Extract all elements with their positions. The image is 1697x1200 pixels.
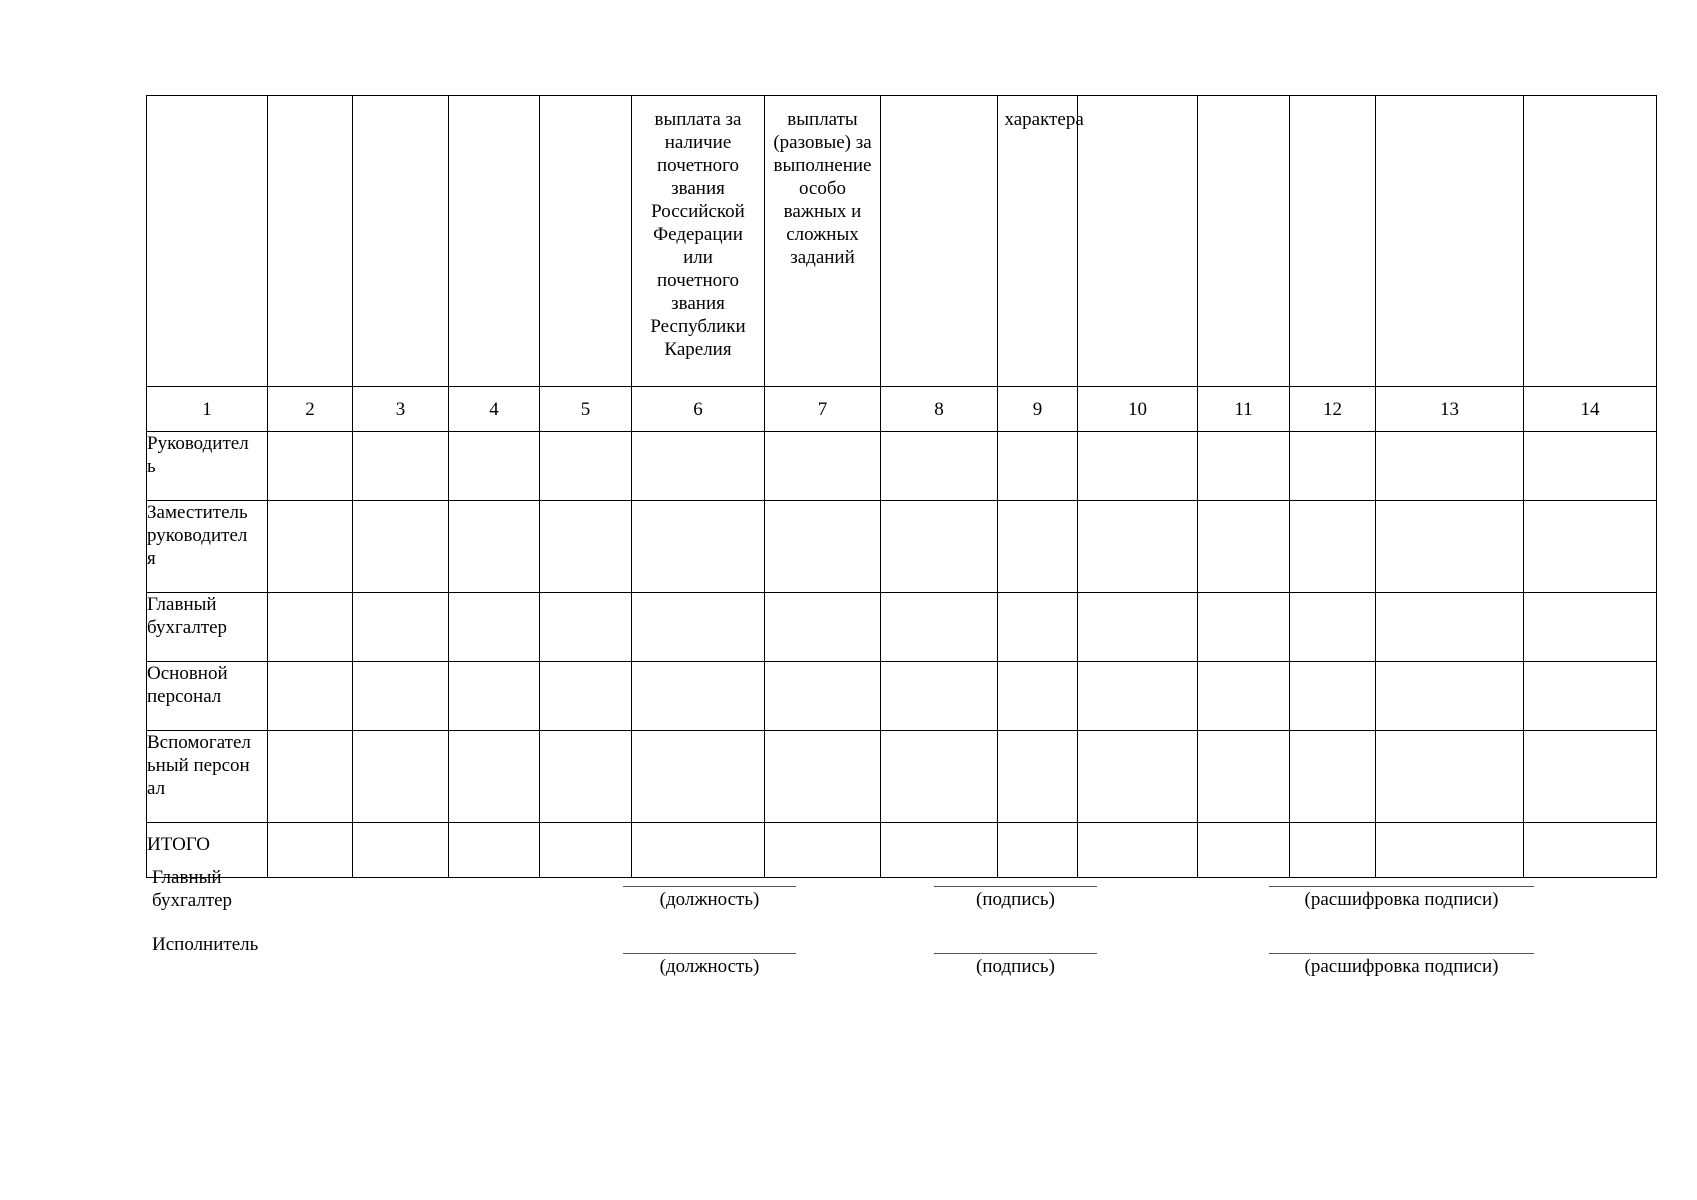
signature-label: Исполнитель (152, 934, 259, 955)
header-character: характера (1004, 109, 1084, 130)
table-cell (353, 432, 449, 501)
table-cell (998, 432, 1078, 501)
table-cell (765, 501, 881, 593)
table-cell (268, 662, 353, 731)
row-label-text: Основной персонал (147, 663, 228, 707)
header-special-tasks-payment: выплаты (разовые) за выполнение особо важных и сложных заданий (773, 109, 872, 268)
table-cell (1524, 823, 1657, 878)
header-cell-13 (1376, 96, 1524, 387)
position-line (623, 953, 796, 954)
column-number-row (147, 387, 1657, 432)
table-cell (449, 593, 540, 662)
table-cell (449, 731, 540, 823)
header-cell-12 (1290, 96, 1376, 387)
transcript-line (1269, 953, 1534, 954)
table-cell (1198, 501, 1290, 593)
table-cell (1376, 731, 1524, 823)
table-row-chief-accountant (147, 593, 1657, 662)
table-cell (1078, 593, 1198, 662)
header-cell-8 (881, 96, 998, 387)
table-row-total (147, 823, 1657, 878)
column-number: 13 (1376, 387, 1524, 432)
table-cell (449, 501, 540, 593)
table-cell (765, 593, 881, 662)
column-number: 2 (268, 387, 353, 432)
column-number: 9 (998, 387, 1078, 432)
row-label-text: ИТОГО (147, 834, 211, 855)
row-label-auxiliary-staff (147, 731, 268, 823)
table-cell (1376, 662, 1524, 731)
table-cell (353, 823, 449, 878)
column-number: 1 (147, 387, 268, 432)
table-cell (1524, 501, 1657, 593)
table-cell (1524, 662, 1657, 731)
table-cell (1524, 432, 1657, 501)
table-cell (1376, 823, 1524, 878)
row-label-text: Главный бухгалтер (147, 594, 228, 638)
transcript-line (1269, 886, 1534, 887)
column-number: 7 (765, 387, 881, 432)
table-cell (540, 501, 632, 593)
table-cell (998, 662, 1078, 731)
position-caption: (должность) (659, 956, 760, 977)
table-cell (1376, 593, 1524, 662)
table-cell (1376, 501, 1524, 593)
table-cell (998, 593, 1078, 662)
table-cell (1290, 731, 1376, 823)
column-number: 10 (1078, 387, 1198, 432)
column-number: 12 (1290, 387, 1376, 432)
position-caption: (должность) (659, 889, 760, 910)
table-row-main-staff (147, 662, 1657, 731)
position-line (623, 886, 796, 887)
table-cell (1078, 501, 1198, 593)
row-label-head (147, 432, 268, 501)
header-row (147, 96, 1657, 387)
header-cell-14 (1524, 96, 1657, 387)
table-cell (353, 731, 449, 823)
table-cell (268, 593, 353, 662)
column-number: 3 (353, 387, 449, 432)
row-label-deputy (147, 501, 268, 593)
table-cell (268, 501, 353, 593)
signature-caption: (подпись) (976, 889, 1055, 910)
column-number: 4 (449, 387, 540, 432)
row-label-text: Руководитель (147, 433, 249, 477)
table-cell (268, 731, 353, 823)
row-label-text: Заместитель руководителя (147, 502, 248, 569)
table-cell (1290, 662, 1376, 731)
table-cell (1198, 731, 1290, 823)
column-number: 11 (1198, 387, 1290, 432)
table-cell (1198, 593, 1290, 662)
header-cell-5 (540, 96, 632, 387)
table-cell (881, 731, 998, 823)
signature-line (934, 953, 1097, 954)
table-cell (1078, 823, 1198, 878)
table-cell (353, 501, 449, 593)
column-number: 5 (540, 387, 632, 432)
header-cell-1 (147, 96, 268, 387)
table-cell (765, 662, 881, 731)
header-cell-7 (765, 96, 881, 387)
table-cell (765, 432, 881, 501)
table-cell (268, 823, 353, 878)
table-cell (540, 593, 632, 662)
table-cell (1078, 662, 1198, 731)
transcript-caption: (расшифровка подписи) (1304, 889, 1499, 910)
table-cell (540, 823, 632, 878)
payments-table (146, 95, 1657, 878)
table-row-deputy (147, 501, 1657, 593)
table-cell (449, 432, 540, 501)
header-honorary-title-payment: выплата за наличие почетного звания Российской Федерации или почетного звания Республики Карелия (650, 109, 746, 360)
table-cell (998, 501, 1078, 593)
table-cell (881, 823, 998, 878)
table-cell (881, 593, 998, 662)
row-label-chief-accountant (147, 593, 268, 662)
table-cell (449, 662, 540, 731)
table-cell (1078, 731, 1198, 823)
table-cell (632, 501, 765, 593)
header-cell-9 (998, 96, 1084, 387)
table-cell (1290, 501, 1376, 593)
table-cell (1376, 432, 1524, 501)
table-cell (881, 432, 998, 501)
column-number: 14 (1524, 387, 1657, 432)
signature-label: Главный бухгалтер (152, 867, 233, 911)
header-cell-2 (268, 96, 353, 387)
table-cell (449, 823, 540, 878)
transcript-caption: (расшифровка подписи) (1304, 956, 1499, 977)
table-cell (632, 662, 765, 731)
header-cell-10 (1078, 96, 1198, 387)
table-cell (632, 731, 765, 823)
table-row-head (147, 432, 1657, 501)
signature-caption: (подпись) (976, 956, 1055, 977)
table-cell (881, 501, 998, 593)
column-number: 6 (632, 387, 765, 432)
table-cell (1198, 432, 1290, 501)
table-cell (540, 731, 632, 823)
table-cell (998, 823, 1078, 878)
table-cell (1078, 432, 1198, 501)
table-cell (765, 731, 881, 823)
table-cell (881, 662, 998, 731)
table-cell (1524, 593, 1657, 662)
table-cell (540, 432, 632, 501)
table-cell (1290, 432, 1376, 501)
header-cell-3 (353, 96, 449, 387)
table-cell (353, 593, 449, 662)
column-number: 8 (881, 387, 998, 432)
table-cell (1198, 823, 1290, 878)
table-cell (353, 662, 449, 731)
table-cell (632, 432, 765, 501)
table-cell (540, 662, 632, 731)
table-row-auxiliary-staff (147, 731, 1657, 823)
row-label-text: Вспомогательный персонал (147, 732, 251, 799)
table-cell (1524, 731, 1657, 823)
table-cell (1198, 662, 1290, 731)
table-cell (765, 823, 881, 878)
table-cell (998, 731, 1078, 823)
table-cell (1290, 593, 1376, 662)
table-cell (268, 432, 353, 501)
table-cell (632, 593, 765, 662)
signature-line (934, 886, 1097, 887)
table-cell (632, 823, 765, 878)
header-cell-4 (449, 96, 540, 387)
table-cell (1290, 823, 1376, 878)
header-cell-11 (1198, 96, 1290, 387)
row-label-main-staff (147, 662, 268, 731)
header-cell-6 (632, 96, 765, 387)
